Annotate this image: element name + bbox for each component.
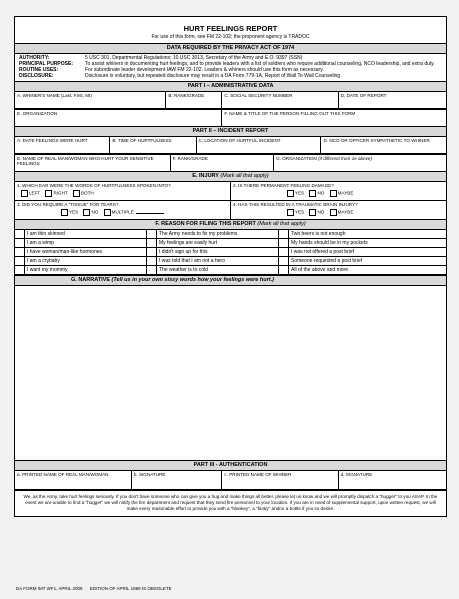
damage-maybe-label: MAYBE — [337, 190, 354, 196]
time-hurt-field[interactable] — [110, 137, 196, 154]
tbi-yes-label: YES — [295, 209, 305, 215]
reasons-bar-note: (Mark all that apply) — [257, 221, 306, 227]
purpose-label: PRINCIPAL PURPOSE: — [19, 61, 73, 67]
date-hurt-label: A. DATE FEELINGS WERE HURT — [17, 138, 88, 143]
right-ear-label: RIGHT — [53, 190, 68, 196]
whiner-signature-field[interactable] — [338, 471, 446, 490]
form-title: HURT FEELINGS REPORT — [183, 24, 278, 33]
offender-rank-field[interactable] — [170, 155, 273, 172]
right-ear-checkbox[interactable] — [45, 190, 52, 197]
part1-table-row2 — [15, 109, 446, 127]
part2-table — [15, 137, 446, 154]
reasons-bar — [15, 220, 446, 230]
real-person-printed-name-field[interactable] — [15, 471, 131, 490]
sympathetic-nco-label: D. NCO OR OFFICER SYMPATHETIC TO WHINER — [323, 138, 430, 143]
part3-bar: PART III - AUTHENTICATION — [15, 461, 446, 471]
tissue-question — [15, 201, 231, 220]
reason-row — [15, 239, 446, 248]
left-ear-label: LEFT — [29, 190, 41, 196]
reason-checkbox[interactable] — [15, 266, 25, 275]
brain-injury-question — [231, 201, 447, 220]
tissue-multiple-label: MULTIPLE — [111, 209, 134, 215]
report-date-field[interactable] — [338, 92, 446, 109]
reason-label: I am a wimp — [25, 239, 147, 248]
reason-checkbox[interactable] — [279, 248, 289, 257]
authority-label: AUTHORITY: — [19, 55, 50, 61]
part3-table — [15, 471, 446, 490]
reasons-bar-title: F. REASON FOR FILING THIS REPORT — [155, 221, 256, 227]
damage-question-text: 2. IS THERE PERMANENT FEELING DAMAGE? — [233, 183, 334, 188]
offender-org-label: G. ORGANIZATION — [276, 156, 317, 161]
organization-field[interactable] — [15, 110, 222, 127]
real-person-signature-label: b. SIGNATURE — [133, 472, 166, 477]
reason-row — [15, 230, 446, 239]
reason-checkbox[interactable] — [147, 257, 157, 266]
reason-checkbox[interactable] — [15, 239, 25, 248]
real-person-name-label: E. NAME OF REAL MAN/WOMAN WHO HURT YOUR SENSITIVE FEELINGS — [17, 156, 154, 166]
reason-label: I have woman/man-like hormones — [25, 248, 147, 257]
tissue-multiple-checkbox[interactable] — [104, 209, 111, 216]
reason-label: I want my mommy — [25, 266, 147, 275]
tissue-no-checkbox[interactable] — [83, 209, 90, 216]
offender-rank-label: F. RANK/GRADE — [172, 156, 208, 161]
privacy-section — [15, 54, 446, 81]
damage-yes-label: YES — [295, 190, 305, 196]
purpose-text: To assist whiners in documenting hurt feelings, and to provide leaders with a list of soldiers who require additional counseling, NCO leadership, and extra duty. — [85, 61, 435, 67]
reason-checkbox[interactable] — [147, 248, 157, 257]
brain-injury-question-text: 4. HAS THIS RESULTED IN A TRAUMATIC BRAIN INJURY? — [233, 202, 358, 207]
whiner-signature-label: d. SIGNATURE — [340, 472, 373, 477]
reason-label: I was not offered a post brief — [289, 248, 447, 257]
damage-yes-checkbox[interactable] — [287, 190, 294, 197]
tissue-multiple-line[interactable] — [136, 213, 164, 214]
rank-grade-field[interactable] — [166, 92, 222, 109]
reason-checkbox[interactable] — [147, 230, 157, 239]
form-subtitle: For use of this form, see FM 22-102; the proponent agency is TRADOC — [151, 34, 310, 40]
reason-row — [15, 248, 446, 257]
authority-text: 5 USC 301, Departmental Regulations; 10 USC 3013, Secretary of the Army and E.O. 9397 (SSN) — [85, 55, 303, 61]
injury-bar — [15, 172, 446, 182]
whiner-name-field[interactable] — [15, 92, 166, 109]
reason-checkbox[interactable] — [279, 266, 289, 275]
part2-table-row2 — [15, 154, 446, 172]
time-hurt-label: B. TIME OF HURTFULNESS — [112, 138, 172, 143]
reason-row — [15, 266, 446, 275]
reason-checkbox[interactable] — [15, 230, 25, 239]
reason-label: Two beers is not enough — [289, 230, 447, 239]
reason-label: I am a crybaby — [25, 257, 147, 266]
ear-question — [15, 182, 231, 201]
disclosure-text: Disclosure is voluntary, but repeated disclosure may result in a DA Form 779-1A, Report of Wall To Wall Counseling — [85, 73, 341, 79]
real-person-printed-name-label: a. PRINTED NAME OF REAL MAN/WOMAN — [17, 472, 109, 477]
reasons-table — [15, 230, 446, 275]
tbi-yes-checkbox[interactable] — [287, 209, 294, 216]
reason-row — [15, 257, 446, 266]
location-field[interactable] — [196, 137, 321, 154]
whiner-name-label: A. WHINER'S NAME (Last, First, MI) — [17, 93, 92, 98]
injury-bar-note: (Mark all that apply) — [220, 173, 269, 179]
both-ears-label: BOTH — [80, 190, 94, 196]
tissue-no-label: NO — [91, 209, 99, 215]
location-label: C. LOCATION OF HURTFUL INCIDENT — [198, 138, 281, 143]
damage-no-checkbox[interactable] — [309, 190, 316, 197]
footer-notice: We, as the Army, take hurt feelings seriously. If you don't have someone who can give you a hug and make things all better, please let us know and we will promptly dispatch a "hugger" to you ASAP. In the event we are unable to find a "hugger" we will notify the fire department and request that they send fire personnel to your location. If you are in need of supplemental support, upon written request, we will make every reasonable effort to provide you with a "blankey", a "binky" and/or a bottle if you so desire. — [15, 490, 446, 516]
filler-name-label: F. NAME & TITLE OF THE PERSON FILLING OUT THIS FORM — [224, 111, 356, 116]
reason-checkbox[interactable] — [15, 248, 25, 257]
narrative-bar — [15, 275, 446, 286]
tissue-yes-checkbox[interactable] — [61, 209, 68, 216]
date-hurt-field[interactable] — [15, 137, 110, 154]
reason-label: I didn't sign up for this — [157, 248, 279, 257]
tbi-no-checkbox[interactable] — [309, 209, 316, 216]
part2-bar: PART II – INCIDENT REPORT — [15, 127, 446, 137]
whiner-printed-name-field[interactable] — [222, 471, 338, 490]
report-date-label: D. DATE OF REPORT — [340, 93, 387, 98]
reason-label: I was told that I am not a hero — [157, 257, 279, 266]
sympathetic-nco-field[interactable] — [321, 137, 446, 154]
both-ears-checkbox[interactable] — [73, 190, 80, 197]
tbi-maybe-label: MAYBE — [337, 209, 354, 215]
narrative-title: G. NARRATIVE — [71, 277, 111, 283]
narrative-textarea[interactable] — [15, 286, 446, 461]
reason-label: My hands should be in my pockets — [289, 239, 447, 248]
tissue-question-text: 3. DID YOU REQUIRE A "TISSUE" FOR TEARS? — [17, 202, 119, 207]
reason-checkbox[interactable] — [147, 239, 157, 248]
whiner-printed-name-label: c. PRINTED NAME OF WHINER — [224, 472, 292, 477]
tissue-yes-label: YES — [69, 209, 79, 215]
reason-label: My feelings are easily hurt — [157, 239, 279, 248]
edition-note: EDITION OF APRIL 1989 IS OBSOLETE — [89, 586, 172, 591]
rank-grade-label: B. RANK/GRADE — [168, 93, 205, 98]
injury-table — [15, 182, 446, 220]
disclosure-label: DISCLOSURE: — [19, 73, 54, 79]
reason-label: I am thin skinned — [25, 230, 147, 239]
damage-question — [231, 182, 447, 201]
ear-question-text: 1. WHICH EAR WERE THE WORDS OF HURTFULNESS SPOKEN INTO? — [17, 183, 171, 188]
ssn-field[interactable] — [222, 92, 338, 109]
offender-org-field[interactable] — [274, 155, 446, 172]
routine-uses-text: For subordinate leader development IAW FM 22-102. Leaders & whiners should use this form as necessary. — [85, 67, 324, 73]
organization-label: E. ORGANIZATION — [17, 111, 58, 116]
reason-checkbox[interactable] — [147, 266, 157, 275]
tbi-no-label: NO — [317, 209, 325, 215]
reason-label: The weather is to cold — [157, 266, 279, 275]
damage-no-label: NO — [317, 190, 325, 196]
privacy-act-bar: DATA REQUIRED BY THE PRIVACY ACT OF 1974 — [15, 43, 446, 54]
routine-uses-label: ROUTINE USES: — [19, 67, 59, 73]
injury-bar-title: E. INJURY — [192, 173, 219, 179]
reason-checkbox[interactable] — [279, 257, 289, 266]
ssn-label: C. SOCIAL SECURITY NUMBER — [224, 93, 293, 98]
hurt-feelings-form — [14, 16, 447, 517]
narrative-note: (Tell us in your own sissy words how your feelings were hurt.) — [111, 277, 274, 283]
form-number: DA FORM IMT WF1, APRIL 2009 — [16, 586, 83, 591]
damage-maybe-checkbox[interactable] — [330, 190, 337, 197]
reason-checkbox[interactable] — [279, 239, 289, 248]
part1-bar: PART I – ADMINISTRATIVE DATA — [15, 81, 446, 92]
tbi-maybe-checkbox[interactable] — [330, 209, 337, 216]
offender-org-note: (if different from 1e above) — [318, 156, 372, 161]
reason-label: All of the above and more — [289, 266, 447, 275]
form-identifier — [16, 586, 196, 591]
filler-name-field[interactable] — [222, 110, 446, 127]
real-person-name-field[interactable] — [15, 155, 170, 172]
reason-label: The Army needs to fix my problems — [157, 230, 279, 239]
reason-label: Someone requested a post brief — [289, 257, 447, 266]
left-ear-checkbox[interactable] — [21, 190, 28, 197]
real-person-signature-field[interactable] — [131, 471, 222, 490]
reason-checkbox[interactable] — [15, 257, 25, 266]
reason-checkbox[interactable] — [279, 230, 289, 239]
part1-table — [15, 92, 446, 109]
